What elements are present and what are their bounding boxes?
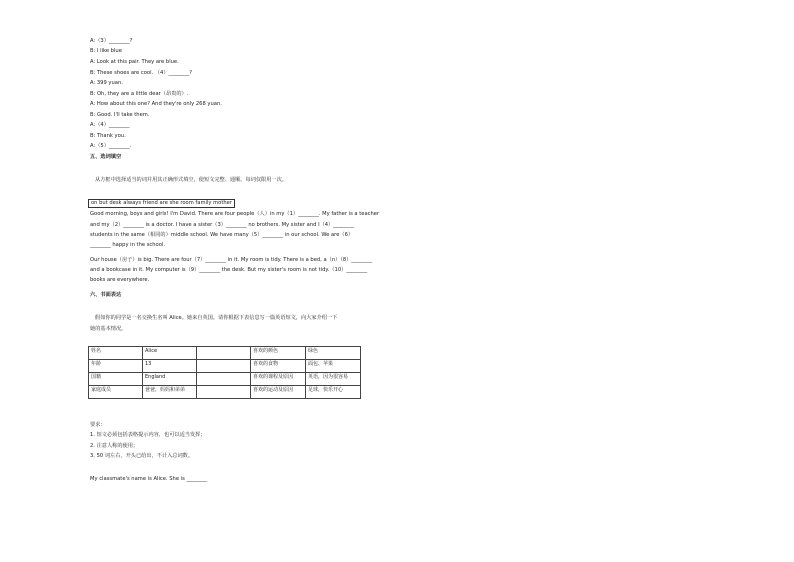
table-cell: 面包、苹果 <box>306 360 361 373</box>
table-cell: 绿色 <box>306 347 361 360</box>
passage-line: and a bookcase in it. My computer is（9）________ the desk. But my sister's room is not tidy.（10）________ <box>90 267 368 273</box>
table-cell: 英语，因为很容易 <box>306 373 361 386</box>
dialogue-line: B: I like blue <box>90 48 122 54</box>
table-cell <box>197 373 251 386</box>
table-cell: 喜欢的颜色 <box>251 347 306 360</box>
prompt-line: 假如你的同学是一名交换生名叫 Alice。她来自英国。请你根据下表信息写一篇英语短文，向大家介绍一下 <box>95 315 338 321</box>
table-cell: England <box>143 373 197 386</box>
table-row <box>89 373 361 386</box>
dialogue-line: A: How about this one? And they're only 268 yuan. <box>90 101 222 107</box>
table-cell: 家庭成员 <box>89 386 143 399</box>
table-cell: 国籍 <box>89 373 143 386</box>
table-cell: 喜欢的食物 <box>251 360 306 373</box>
dialogue-line: A:（4）________ <box>90 122 130 128</box>
table-row <box>89 360 361 373</box>
dialogue-line: B: Oh, they are a little dear（昂贵的）. <box>90 91 189 97</box>
dialogue-line: B: These shoes are cool. （4）________? <box>90 70 193 76</box>
table-cell: 13 <box>143 360 197 373</box>
passage-line: students in the same（相同的）middle school. We have many（5）________ in our school. We are（6） <box>90 232 354 238</box>
prompt-line: 她的基本情况。 <box>90 326 127 332</box>
requirement-item: 3. 50 词左右，开头已给出，不计入总词数。 <box>90 453 194 459</box>
passage-line: books are everywhere. <box>90 277 150 283</box>
section-heading: 六、书面表达 <box>90 292 122 298</box>
table-cell: 年龄 <box>89 360 143 373</box>
dialogue-line: B: Thank you. <box>90 133 126 139</box>
essay-starter: My classmate's name is Alice. She is ________ <box>90 476 208 482</box>
table-cell: 喜欢的课程及原因 <box>251 373 306 386</box>
table-row <box>89 347 361 360</box>
dialogue-line: A:（5）________. <box>90 143 132 149</box>
dialogue-line: A:（3）________? <box>90 38 133 44</box>
word-box: on but desk always friend are she room family mother <box>88 199 235 208</box>
section-heading: 五、选词填空 <box>90 154 122 160</box>
dialogue-line: A: 399 yuan. <box>90 80 123 86</box>
table-cell: 足球，快乐开心 <box>306 386 361 399</box>
passage-line: and my（2）________ is a doctor. I have a sister（3）________ no brothers. My sister and I（4）________ <box>90 222 355 228</box>
section-instruction: 从方框中选择适当的词并用其正确形式填空，使短文完整、通顺。每词仅限用一次。 <box>95 177 287 183</box>
table-cell <box>197 386 251 399</box>
table-cell: Alice <box>143 347 197 360</box>
dialogue-line: A: Look at this pair. They are blue. <box>90 59 179 65</box>
passage-line: Our house（房子）is big. There are four（7）________ in it. My room is tidy. There is a bed, a（n）（8）________ <box>90 257 373 263</box>
requirement-item: 1. 短文必须包括表格提示内容，也可以适当发挥； <box>90 432 206 438</box>
table-cell: 姓名 <box>89 347 143 360</box>
requirement-item: 2. 注意人称的使用； <box>90 443 139 449</box>
passage-line: ________ happy in the school. <box>90 242 165 248</box>
table-cell: 喜欢的运动及原因 <box>251 386 306 399</box>
table-cell <box>197 347 251 360</box>
table-cell <box>197 360 251 373</box>
requirements-title: 要求： <box>90 422 106 428</box>
info-table <box>88 346 361 399</box>
passage-line: Good morning, boys and girls! I'm David. There are four people（人）in my（1）________. My father is a teacher <box>90 211 380 217</box>
table-cell: 爸爸，妈妈和弟弟 <box>143 386 197 399</box>
table-row <box>89 386 361 399</box>
dialogue-line: B: Good. I'll take them. <box>90 112 150 118</box>
